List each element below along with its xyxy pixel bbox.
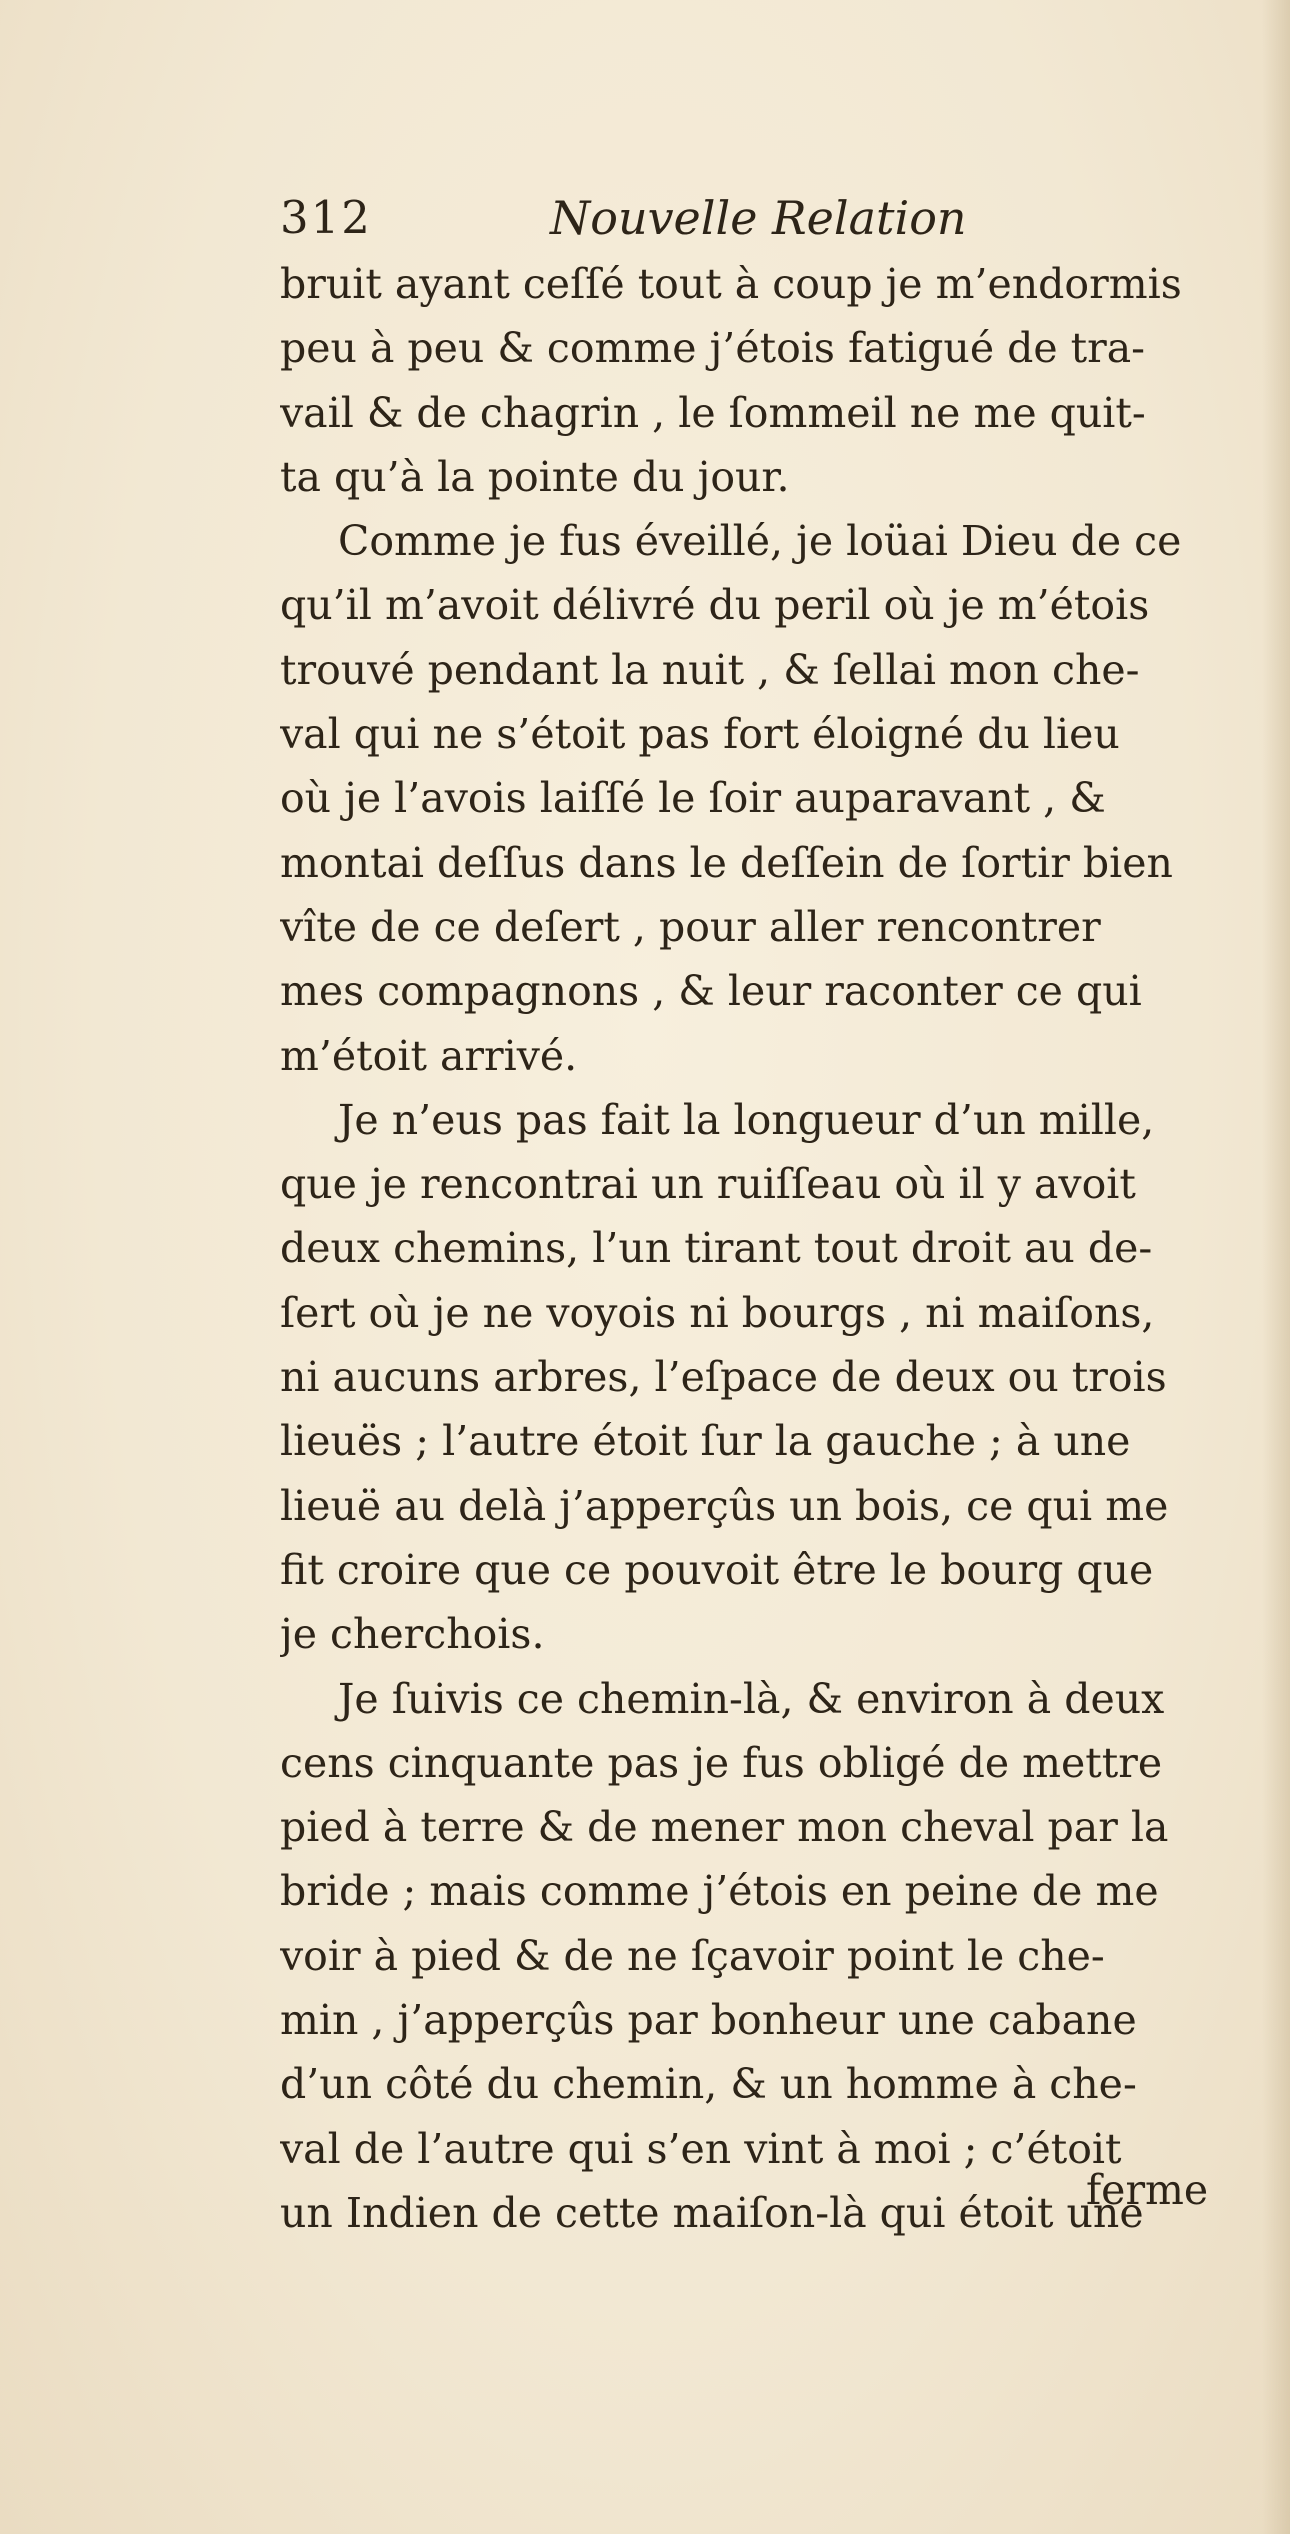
text-line: pied à terre & de mener mon cheval par la [280, 1803, 1169, 1852]
text-line: m’étoit arrivé. [280, 1031, 578, 1080]
text-line: ta qu’à la pointe du jour. [280, 452, 790, 501]
text-line: ſert où je ne voyois ni bourgs , ni maiſons, [280, 1288, 1155, 1337]
text-line: vail & de chagrin , le ſommeil ne me quit- [280, 388, 1146, 437]
running-title: Nouvelle Relation [550, 191, 967, 245]
text-line: fit croire que ce pouvoit être le bourg que [280, 1545, 1154, 1594]
text-line: voir à pied & de ne ſçavoir point le che- [280, 1931, 1105, 1980]
text-line: cens cinquante pas je fus obligé de mettre [280, 1738, 1163, 1787]
text-line: bride ; mais comme j’étois en peine de me [280, 1867, 1159, 1916]
text-line: qu’il m’avoit délivré du peril où je m’étois [280, 581, 1150, 630]
paragraph-first-line: Je ſuivis ce chemin-là, & environ à deux [338, 1674, 1165, 1723]
text-line: lieuë au delà j’apperçûs un bois, ce qui me [280, 1481, 1169, 1530]
text-line: lieuës ; l’autre étoit ſur la gauche ; à une [280, 1417, 1131, 1466]
text-line: val qui ne s’étoit pas fort éloigné du lieu [280, 710, 1120, 759]
text-line: mes compagnons , & leur raconter ce qui [280, 967, 1142, 1016]
paragraph-first-line: Comme je fus éveillé, je loüai Dieu de ce [338, 517, 1182, 566]
text-line: deux chemins, l’un tirant tout droit au de- [280, 1224, 1153, 1273]
running-head [280, 186, 1040, 250]
text-line: min , j’apperçûs par bonheur une cabane [280, 1996, 1137, 2045]
text-line: peu à peu & comme j’étois fatigué de tra- [280, 324, 1146, 373]
text-line: d’un côté du chemin, & un homme à che- [280, 2060, 1137, 2109]
catchword: ferme [1086, 2166, 1209, 2214]
text-line: bruit ayant ceſſé tout à coup je m’endormis [280, 260, 1182, 308]
text-line: montai deſſus dans le deſſein de ſortir bien [280, 838, 1173, 887]
text-line: je cherchois. [280, 1610, 545, 1659]
text-line: un Indien de cette maiſon-là qui étoit une [280, 2188, 1144, 2237]
paragraph-first-line: Je n’eus pas fait la longueur d’un mille, [338, 1095, 1155, 1144]
text-line: ni aucuns arbres, l’eſpace de deux ou trois [280, 1353, 1167, 1402]
text-line: où je l’avois laiſſé le ſoir auparavant , & [280, 774, 1106, 823]
text-line: que je rencontrai un ruiſſeau où il y avoit [280, 1160, 1136, 1209]
page-number: 312 [280, 191, 372, 244]
text-line: trouvé pendant la nuit , & ſellai mon che- [280, 645, 1140, 694]
body-text [280, 252, 1270, 2245]
text-line: vîte de ce deſert , pour aller rencontrer [280, 902, 1101, 951]
text-line: val de l’autre qui s’en vint à moi ; c’étoit [280, 2124, 1122, 2173]
